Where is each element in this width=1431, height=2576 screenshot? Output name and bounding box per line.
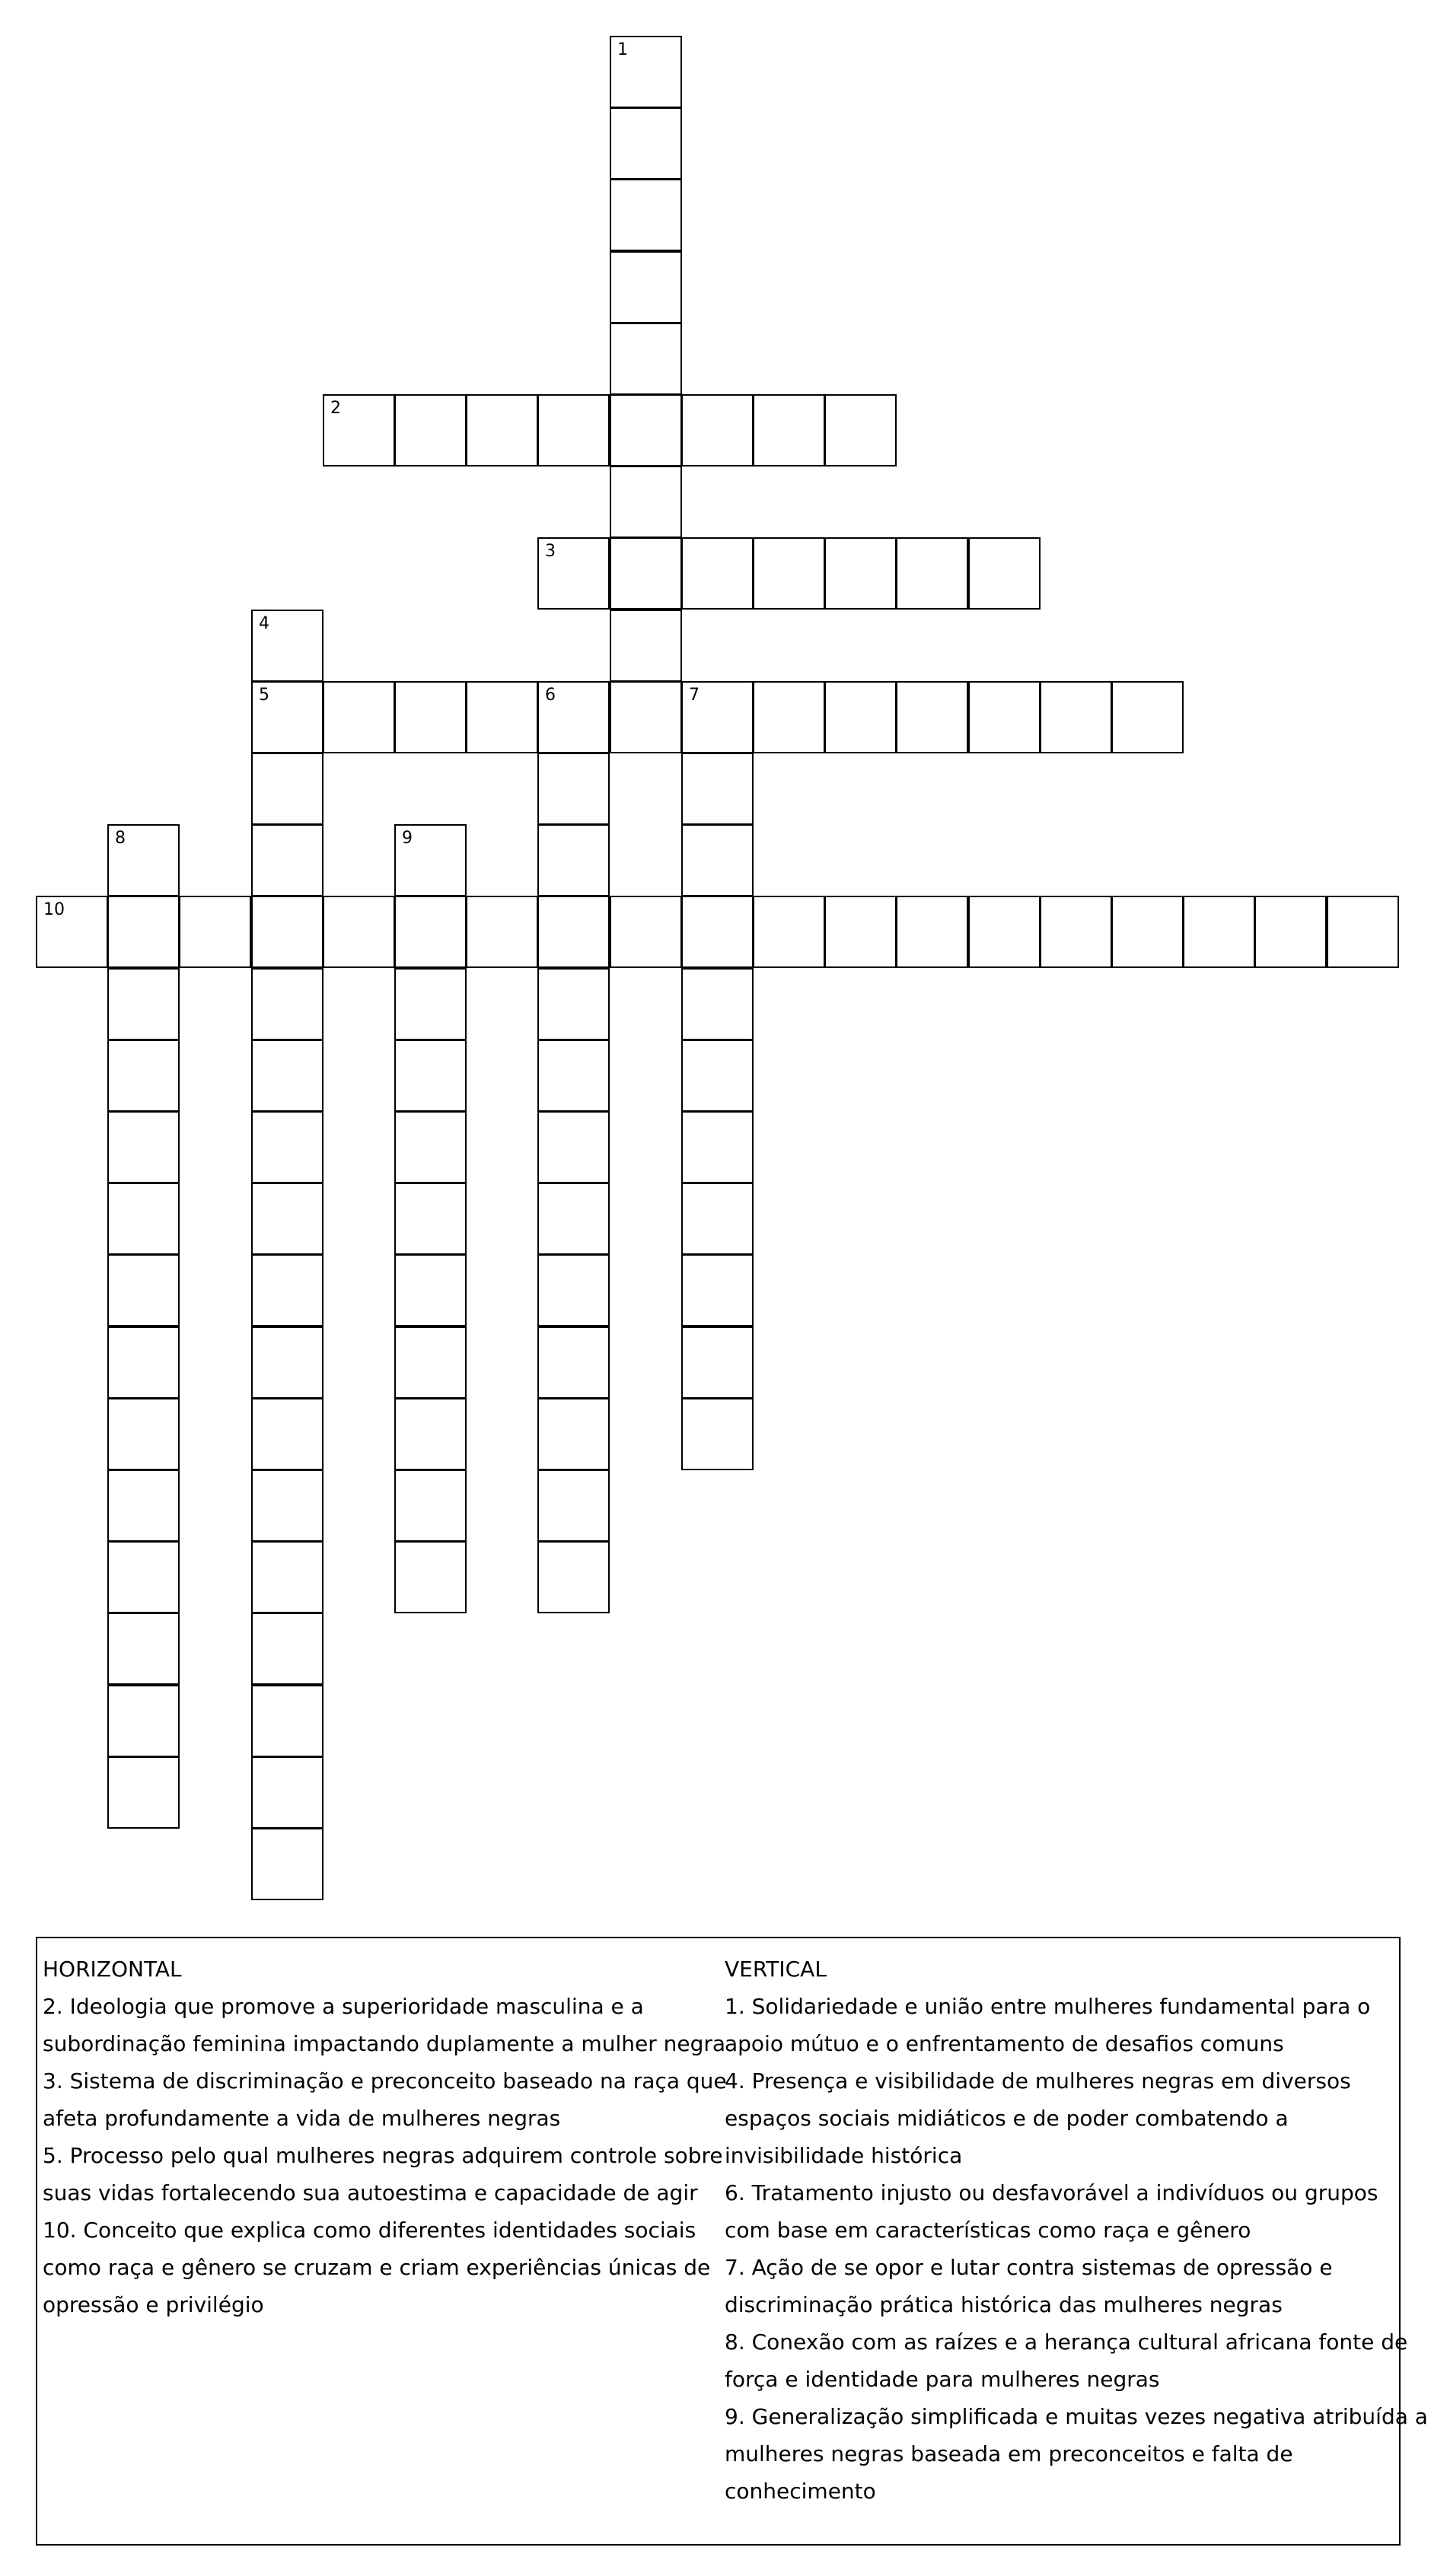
crossword-cell[interactable] (107, 1541, 180, 1613)
crossword-cell[interactable] (251, 1541, 323, 1613)
crossword-cell[interactable] (323, 896, 395, 968)
crossword-cell[interactable] (537, 537, 610, 610)
horizontal-title: HORIZONTAL (43, 1957, 182, 1982)
crossword-cell[interactable] (610, 896, 682, 968)
crossword-cell[interactable] (394, 1111, 467, 1183)
clue-number: 9 (402, 829, 413, 848)
crossword-cell[interactable] (824, 896, 897, 968)
crossword-cell[interactable] (537, 1111, 610, 1183)
crossword-cell[interactable] (1111, 681, 1184, 753)
crossword-cell[interactable] (824, 537, 897, 610)
crossword-cell[interactable] (537, 681, 610, 753)
vertical-clue-line: apoio mútuo e o enfrentamento de desafios comuns (725, 2031, 1284, 2056)
vertical-clue-line: conhecimento (725, 2479, 876, 2504)
crossword-cell[interactable] (681, 1326, 754, 1399)
clue-number: 6 (545, 686, 556, 705)
crossword-cell[interactable] (824, 394, 897, 466)
crossword-cell[interactable] (537, 896, 610, 968)
vertical-clue-line: 6. Tratamento injusto ou desfavorável a indivíduos ou grupos (725, 2180, 1378, 2205)
clue-number: 10 (43, 900, 65, 919)
vertical-clue-line: invisibilidade histórica (725, 2143, 963, 2168)
crossword-cell[interactable] (251, 1111, 323, 1183)
crossword-cell[interactable] (107, 896, 180, 968)
crossword-cell[interactable] (107, 1398, 180, 1470)
crossword-cell[interactable] (1254, 896, 1327, 968)
crossword-cell[interactable] (251, 1469, 323, 1542)
crossword-cell[interactable] (610, 466, 682, 538)
crossword-cell[interactable] (107, 1756, 180, 1829)
crossword-cell[interactable] (537, 824, 610, 896)
crossword-cell[interactable] (394, 1254, 467, 1326)
crossword-cell[interactable] (107, 824, 180, 896)
crossword-cell[interactable] (537, 968, 610, 1040)
crossword-cell[interactable] (394, 968, 467, 1040)
crossword-cell[interactable] (610, 610, 682, 682)
crossword-cell[interactable] (394, 1398, 467, 1470)
horizontal-clue-line: opressão e privilégio (43, 2292, 264, 2317)
clue-number: 4 (259, 614, 269, 633)
vertical-clue-line: força e identidade para mulheres negras (725, 2367, 1160, 2392)
crossword-cell[interactable] (251, 1828, 323, 1900)
crossword-cell[interactable] (251, 1326, 323, 1399)
crossword-cell[interactable] (681, 896, 754, 968)
clue-number: 7 (689, 686, 700, 705)
horizontal-clue-line: suas vidas fortalecendo sua autoestima e capacidade de agir (43, 2180, 698, 2205)
crossword-cell[interactable] (107, 1326, 180, 1399)
crossword-cell[interactable] (107, 1254, 180, 1326)
crossword-cell[interactable] (394, 896, 467, 968)
crossword-cell[interactable] (681, 394, 754, 466)
crossword-cell[interactable] (394, 1183, 467, 1255)
crossword-cell[interactable] (1111, 896, 1184, 968)
crossword-cell[interactable] (753, 896, 825, 968)
crossword-cell[interactable] (681, 537, 754, 610)
crossword-cell[interactable] (896, 896, 968, 968)
crossword-cell[interactable] (466, 394, 538, 466)
crossword-cell[interactable] (251, 1613, 323, 1685)
vertical-clue-line: mulheres negras baseada em preconceitos e falta de (725, 2441, 1293, 2466)
horizontal-clue-line: 5. Processo pelo qual mulheres negras adquirem controle sobre (43, 2143, 723, 2168)
crossword-cell[interactable] (394, 1541, 467, 1613)
clue-number: 3 (545, 542, 556, 561)
horizontal-clue-line: afeta profundamente a vida de mulheres negras (43, 2106, 561, 2131)
vertical-clue-line: discriminação prática histórica das mulheres negras (725, 2292, 1283, 2317)
crossword-cell[interactable] (537, 753, 610, 825)
vertical-clue-line: 4. Presença e visibilidade de mulheres negras em diversos (725, 2068, 1351, 2094)
crossword-cell[interactable] (537, 1326, 610, 1399)
horizontal-clue-line: como raça e gênero se cruzam e criam experiências únicas de (43, 2255, 711, 2280)
horizontal-clue-line: subordinação feminina impactando duplamente a mulher negra (43, 2031, 726, 2056)
clue-number: 8 (115, 829, 126, 848)
crossword-cell[interactable] (394, 1469, 467, 1542)
crossword-cell[interactable] (610, 323, 682, 395)
crossword-cell[interactable] (824, 681, 897, 753)
crossword-cell[interactable] (610, 179, 682, 251)
crossword-cell[interactable] (537, 1541, 610, 1613)
clue-box (36, 1937, 1428, 2546)
horizontal-clues (43, 1950, 727, 2323)
crossword-cell[interactable] (681, 1254, 754, 1326)
crossword-cell[interactable] (251, 968, 323, 1040)
crossword-cell[interactable] (610, 681, 682, 753)
crossword-cell[interactable] (610, 107, 682, 180)
horizontal-clue-line: 2. Ideologia que promove a superioridade masculina e a (43, 1994, 644, 2019)
crossword-cell[interactable] (681, 968, 754, 1040)
crossword-cell[interactable] (681, 681, 754, 753)
crossword-cell[interactable] (681, 753, 754, 825)
crossword-cell[interactable] (251, 753, 323, 825)
vertical-clue-line: 9. Generalização simplificada e muitas vezes negativa atribuída a (725, 2404, 1428, 2429)
crossword-cell[interactable] (1327, 896, 1399, 968)
crossword-cell[interactable] (466, 681, 538, 753)
crossword-cell[interactable] (1183, 896, 1255, 968)
horizontal-clue-line: 3. Sistema de discriminação e preconceito baseado na raça que (43, 2068, 727, 2094)
crossword-cell[interactable] (610, 537, 682, 610)
crossword-cell[interactable] (394, 824, 467, 896)
vertical-clue-line: 8. Conexão com as raízes e a herança cultural africana fonte de (725, 2329, 1408, 2355)
crossword-cell[interactable] (107, 1613, 180, 1685)
crossword-cell[interactable] (968, 896, 1041, 968)
crossword-cell[interactable] (394, 681, 467, 753)
crossword-cell[interactable] (610, 251, 682, 323)
crossword-cell[interactable] (251, 1040, 323, 1112)
crossword-cell[interactable] (251, 896, 323, 968)
crossword-cell[interactable] (36, 896, 108, 968)
crossword-cell[interactable] (466, 896, 538, 968)
crossword-cell[interactable] (107, 1111, 180, 1183)
crossword-cell[interactable] (537, 1469, 610, 1542)
crossword-cell[interactable] (251, 681, 323, 753)
crossword-cell[interactable] (537, 394, 610, 466)
crossword-cell[interactable] (896, 537, 968, 610)
crossword-cell[interactable] (323, 681, 395, 753)
horizontal-clue-line: 10. Conceito que explica como diferentes identidades sociais (43, 2218, 696, 2243)
crossword-cell[interactable] (251, 610, 323, 682)
crossword-cell[interactable] (896, 681, 968, 753)
crossword-cell[interactable] (537, 1183, 610, 1255)
crossword-cell[interactable] (179, 896, 251, 968)
vertical-title: VERTICAL (725, 1957, 827, 1982)
crossword-cell[interactable] (610, 394, 682, 466)
crossword-cell[interactable] (968, 681, 1041, 753)
crossword-cell[interactable] (107, 968, 180, 1040)
vertical-clue-line: espaços sociais midiáticos e de poder combatendo a (725, 2106, 1289, 2131)
vertical-clue-line: com base em características como raça e gênero (725, 2218, 1251, 2243)
vertical-clue-line: 7. Ação de se opor e lutar contra sistemas de opressão e (725, 2255, 1333, 2280)
crossword-cell[interactable] (251, 1254, 323, 1326)
crossword-cell[interactable] (394, 1040, 467, 1112)
crossword-cell[interactable] (968, 537, 1041, 610)
crossword-cell[interactable] (537, 1254, 610, 1326)
crossword-cell[interactable] (394, 394, 467, 466)
crossword-cell[interactable] (753, 394, 825, 466)
crossword-cell[interactable] (753, 537, 825, 610)
crossword-cell[interactable] (681, 1398, 754, 1470)
crossword-cell[interactable] (1040, 896, 1112, 968)
crossword-cell[interactable] (753, 681, 825, 753)
crossword-cell[interactable] (107, 1183, 180, 1255)
crossword-cell[interactable] (107, 1685, 180, 1757)
clue-number: 1 (617, 40, 628, 59)
crossword-cell[interactable] (1040, 681, 1112, 753)
crossword-cell[interactable] (251, 1685, 323, 1757)
crossword-cell[interactable] (251, 1183, 323, 1255)
clue-number: 2 (330, 399, 341, 418)
crossword-cell[interactable] (251, 1756, 323, 1829)
crossword-cell[interactable] (107, 1040, 180, 1112)
crossword-cell[interactable] (537, 1040, 610, 1112)
crossword-cell[interactable] (681, 1111, 754, 1183)
crossword-cell[interactable] (251, 824, 323, 896)
clue-number: 5 (259, 686, 269, 705)
crossword-cell[interactable] (537, 1398, 610, 1470)
vertical-clue-line: 1. Solidariedade e união entre mulheres fundamental para o (725, 1994, 1371, 2019)
crossword-cell[interactable] (681, 1183, 754, 1255)
crossword-cell[interactable] (323, 394, 395, 466)
vertical-clues (725, 1950, 1428, 2510)
crossword-cell[interactable] (394, 1326, 467, 1399)
crossword-cell[interactable] (610, 36, 682, 108)
crossword-cell[interactable] (681, 824, 754, 896)
crossword-cell[interactable] (251, 1398, 323, 1470)
crossword-cell[interactable] (107, 1469, 180, 1542)
crossword-cell[interactable] (681, 1040, 754, 1112)
